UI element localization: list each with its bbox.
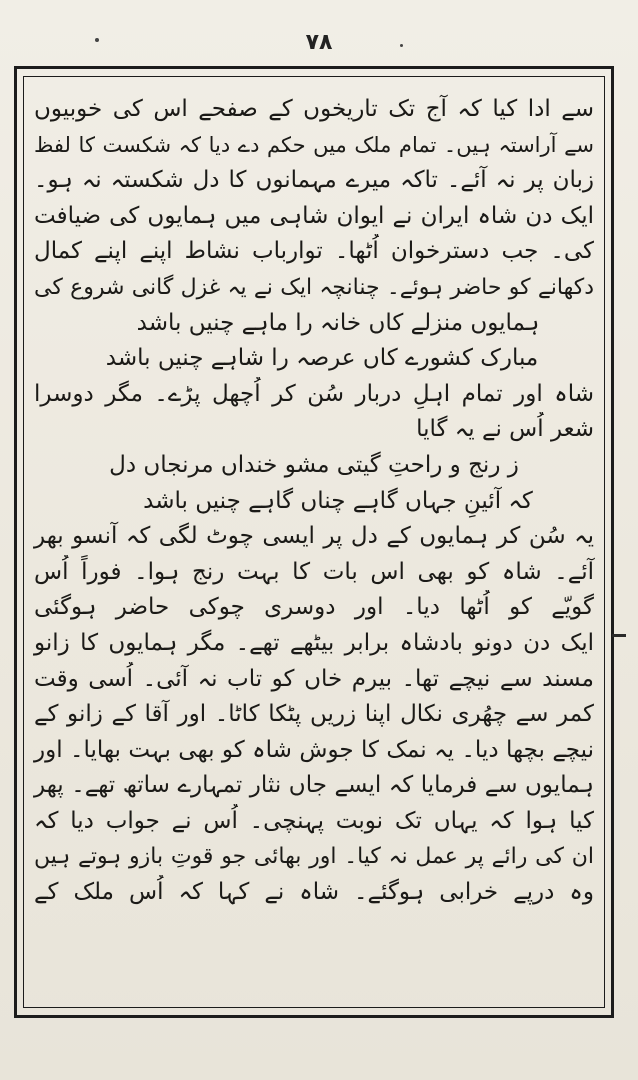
text-line: مسند سے نیچے تھا۔ بیرم خاں کو تاب نہ آئی۔ اُسی وقت — [34, 665, 594, 692]
text-line: دکھانے کو حاضر ہوئے۔ چنانچہ ایک نے یہ غزل گانی شروع کی — [34, 274, 594, 300]
verse-line: ز رنج و راحتِ گیتی مشو خنداں مرنجاں دل — [109, 451, 519, 478]
urdu-text-body — [30, 92, 598, 996]
text-line: ایک دن دونو بادشاہ برابر بیٹھے تھے۔ مگر ہمایوں کا زانو — [34, 629, 594, 656]
page-number: ۷۸ — [305, 30, 333, 55]
text-line: کی۔ جب دسترخوان اُٹھا۔ توارباب نشاط اپنے اپنے کمال — [34, 238, 594, 265]
verse-line: مبارک کشورے کاں عرصہ را شاہے چنیں باشد — [105, 345, 539, 372]
text-line: ہمایوں سے فرمایا کہ ایسے جاں نثار تمہارے ساتھ تھے۔ پھر — [34, 772, 594, 799]
text-line: گویّے کو اُٹھا دیا۔ اور دوسری چوکی حاضر ہوگئی — [34, 594, 594, 621]
text-line: سے ادا کیا کہ آج تک تاریخوں کے صفحے اس کی خوبیوں — [34, 96, 594, 122]
text-line: شاہ اور تمام اہلِ دربار سُن کر اُچھل پڑے۔ مگر دوسرا — [34, 380, 594, 407]
text-line: یہ سُن کر ہمایوں کے دل پر ایسی چوٹ لگی کہ آنسو بھر — [34, 523, 594, 550]
verse-line: ہمایوں منزلے کاں خانہ را ماہے چنیں باشد — [136, 309, 540, 336]
text-line: سے آراستہ ہیں۔ تمام ملک میں حکم دے دیا کہ شکست کا لفظ — [34, 132, 594, 157]
text-line: زبان پر نہ آئے۔ تاکہ میرے مہمانوں کا دل شکستہ نہ ہو۔ — [34, 167, 594, 194]
text-line: نیچے بچھا دیا۔ یہ نمک کا جوش شاہ کو بھی بہت بھایا۔ اور — [34, 736, 594, 763]
text-line: ان کی رائے پر عمل نہ کیا۔ اور بھائی جو قوتِ بازو ہوتے ہیں — [34, 844, 594, 870]
verse-line: کہ آئینِ جہاں گاہے چناں گاہے چنیں باشد — [143, 487, 533, 514]
margin-mark — [612, 634, 626, 637]
text-line: آئے۔ شاہ کو بھی اس بات کا بہت رنج ہوا۔ فوراً اُس — [34, 558, 594, 585]
text-line: کیا ہوا کہ یہاں تک نوبت پہنچی۔ اُس نے جواب دیا کہ — [34, 807, 594, 834]
text-line: وہ درپے خرابی ہوگئے۔ شاہ نے کہا کہ اُس ملک کے — [34, 879, 594, 906]
text-line: ایک دن شاہ ایران نے ایوان شاہی میں ہمایوں کی ضیافت — [34, 202, 594, 229]
text-line: کمر سے چھُری نکال اپنا زریں پٹکا کاٹا۔ اور آقا کے زانو کے — [34, 701, 594, 728]
text-line: شعر اُس نے یہ گایا — [416, 416, 594, 443]
